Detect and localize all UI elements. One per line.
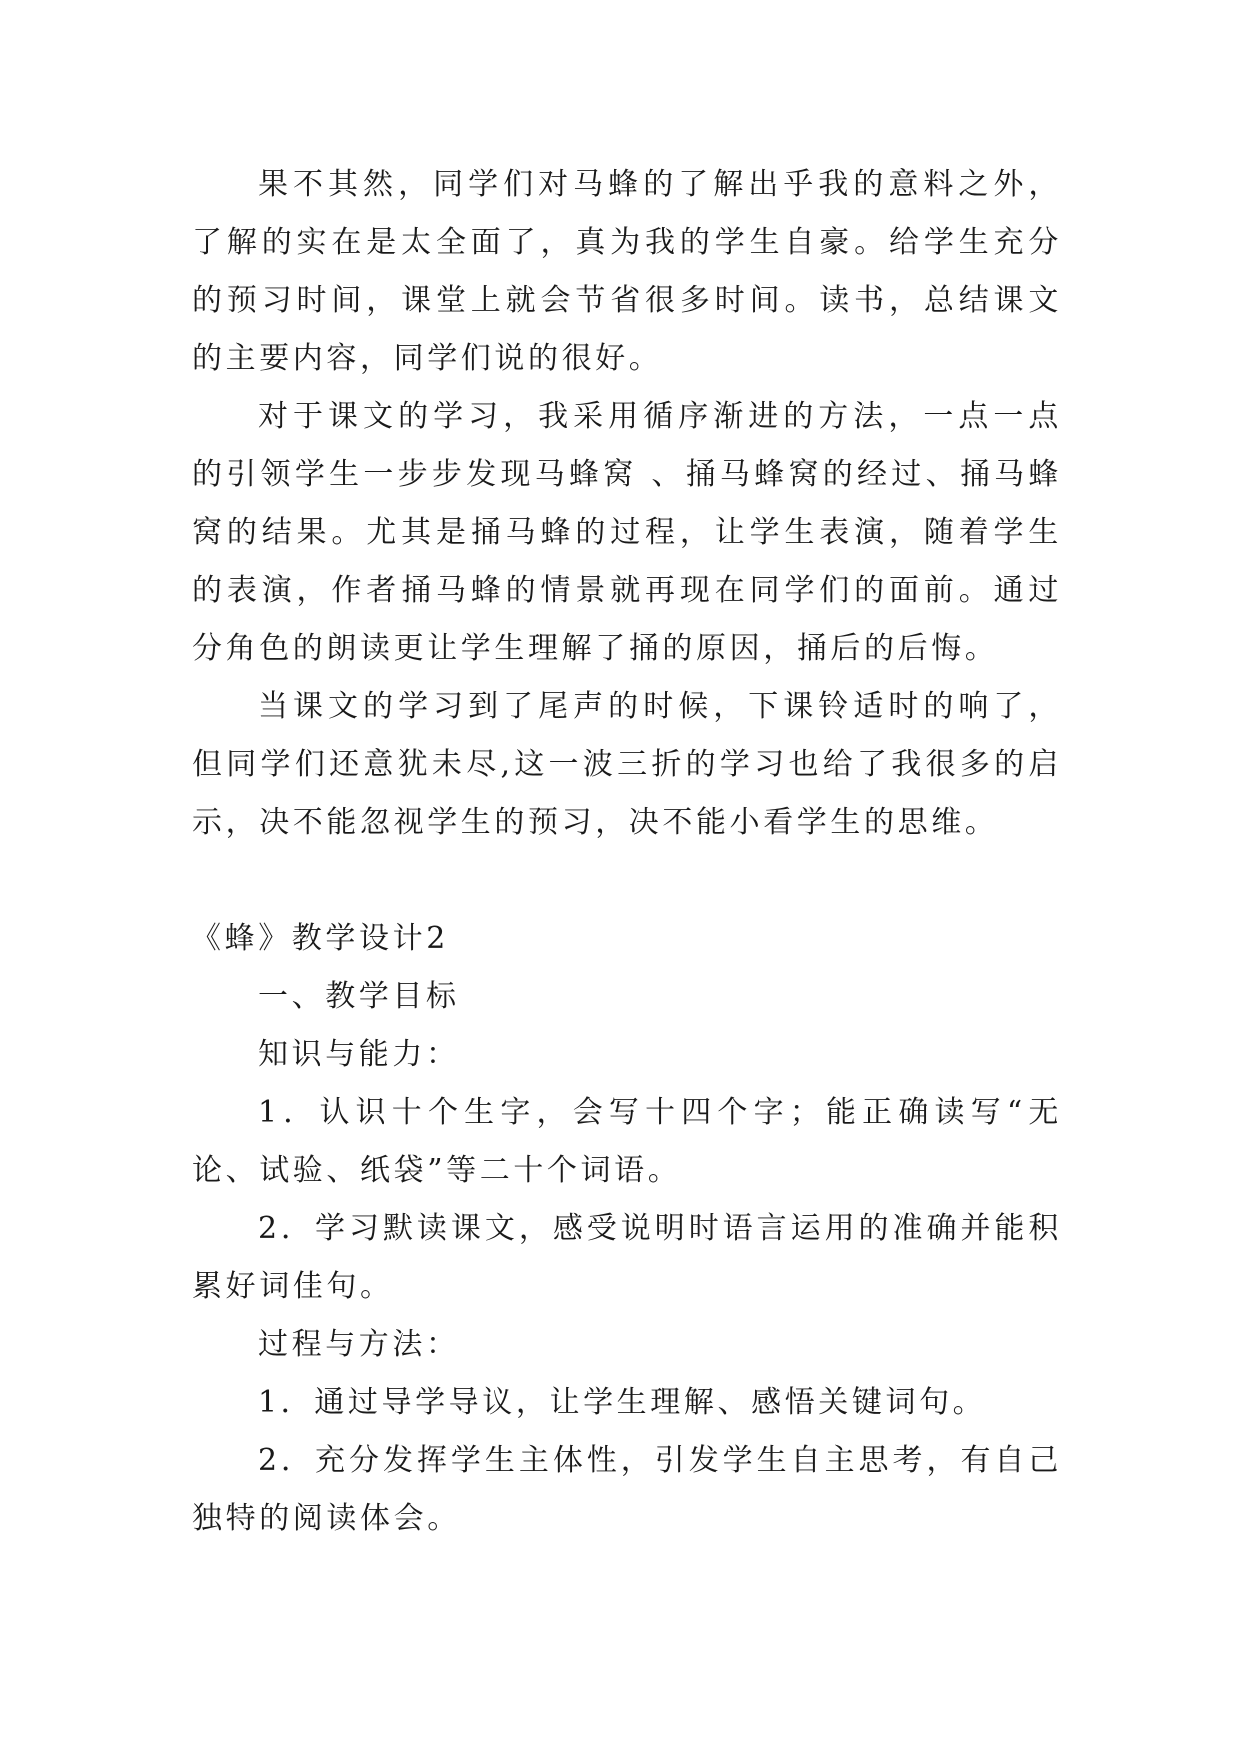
heading-knowledge-ability: 知识与能力：	[258, 1037, 460, 1072]
teaching-design-section	[192, 910, 1062, 1548]
paragraph-lesson-method: 对于课文的学习，我采用循序渐进的方法，一点一点的引领学生一步步发现马蜂窝 、捅马蜂窝的经过、捅马蜂窝的结果。尤其是捅马蜂的过程，让学生表演，随着学生的表演，作者捅马蜂的情景就再现在同学们的面前。通过分角色的朗读更让学生理解了捅的原因，捅后的后悔。	[192, 399, 1062, 666]
document-title: 《蜂》教学设计2	[191, 921, 449, 956]
heading-process-method: 过程与方法：	[258, 1327, 460, 1362]
paragraph-lesson-ending: 当课文的学习到了尾声的时候，下课铃适时的响了，但同学们还意犹未尽,这一波三折的学习也给了我很多的启示，决不能忽视学生的预习，决不能小看学生的思维。	[192, 689, 1062, 840]
list-item-process-1: 1．通过导学导议，让学生理解、感悟关键词句。	[258, 1385, 987, 1420]
list-item-goal-2: 2．学习默读课文，感受说明时语言运用的准确并能积累好词佳句。	[192, 1211, 1062, 1304]
heading-teaching-goals: 一、教学目标	[258, 979, 460, 1014]
list-item-goal-1: 1．认识十个生字，会写十四个字；能正确读写“无论、试验、纸袋”等二十个词语。	[192, 1095, 1062, 1188]
list-item-process-2: 2．充分发挥学生主体性，引发学生自主思考，有自己独特的阅读体会。	[192, 1443, 1062, 1536]
paragraph-preview-result: 果不其然，同学们对马蜂的了解出乎我的意料之外，了解的实在是太全面了，真为我的学生自豪。给学生充分的预习时间，课堂上就会节省很多时间。读书，总结课文的主要内容，同学们说的很好。	[192, 167, 1062, 376]
reflection-section	[192, 156, 1062, 852]
